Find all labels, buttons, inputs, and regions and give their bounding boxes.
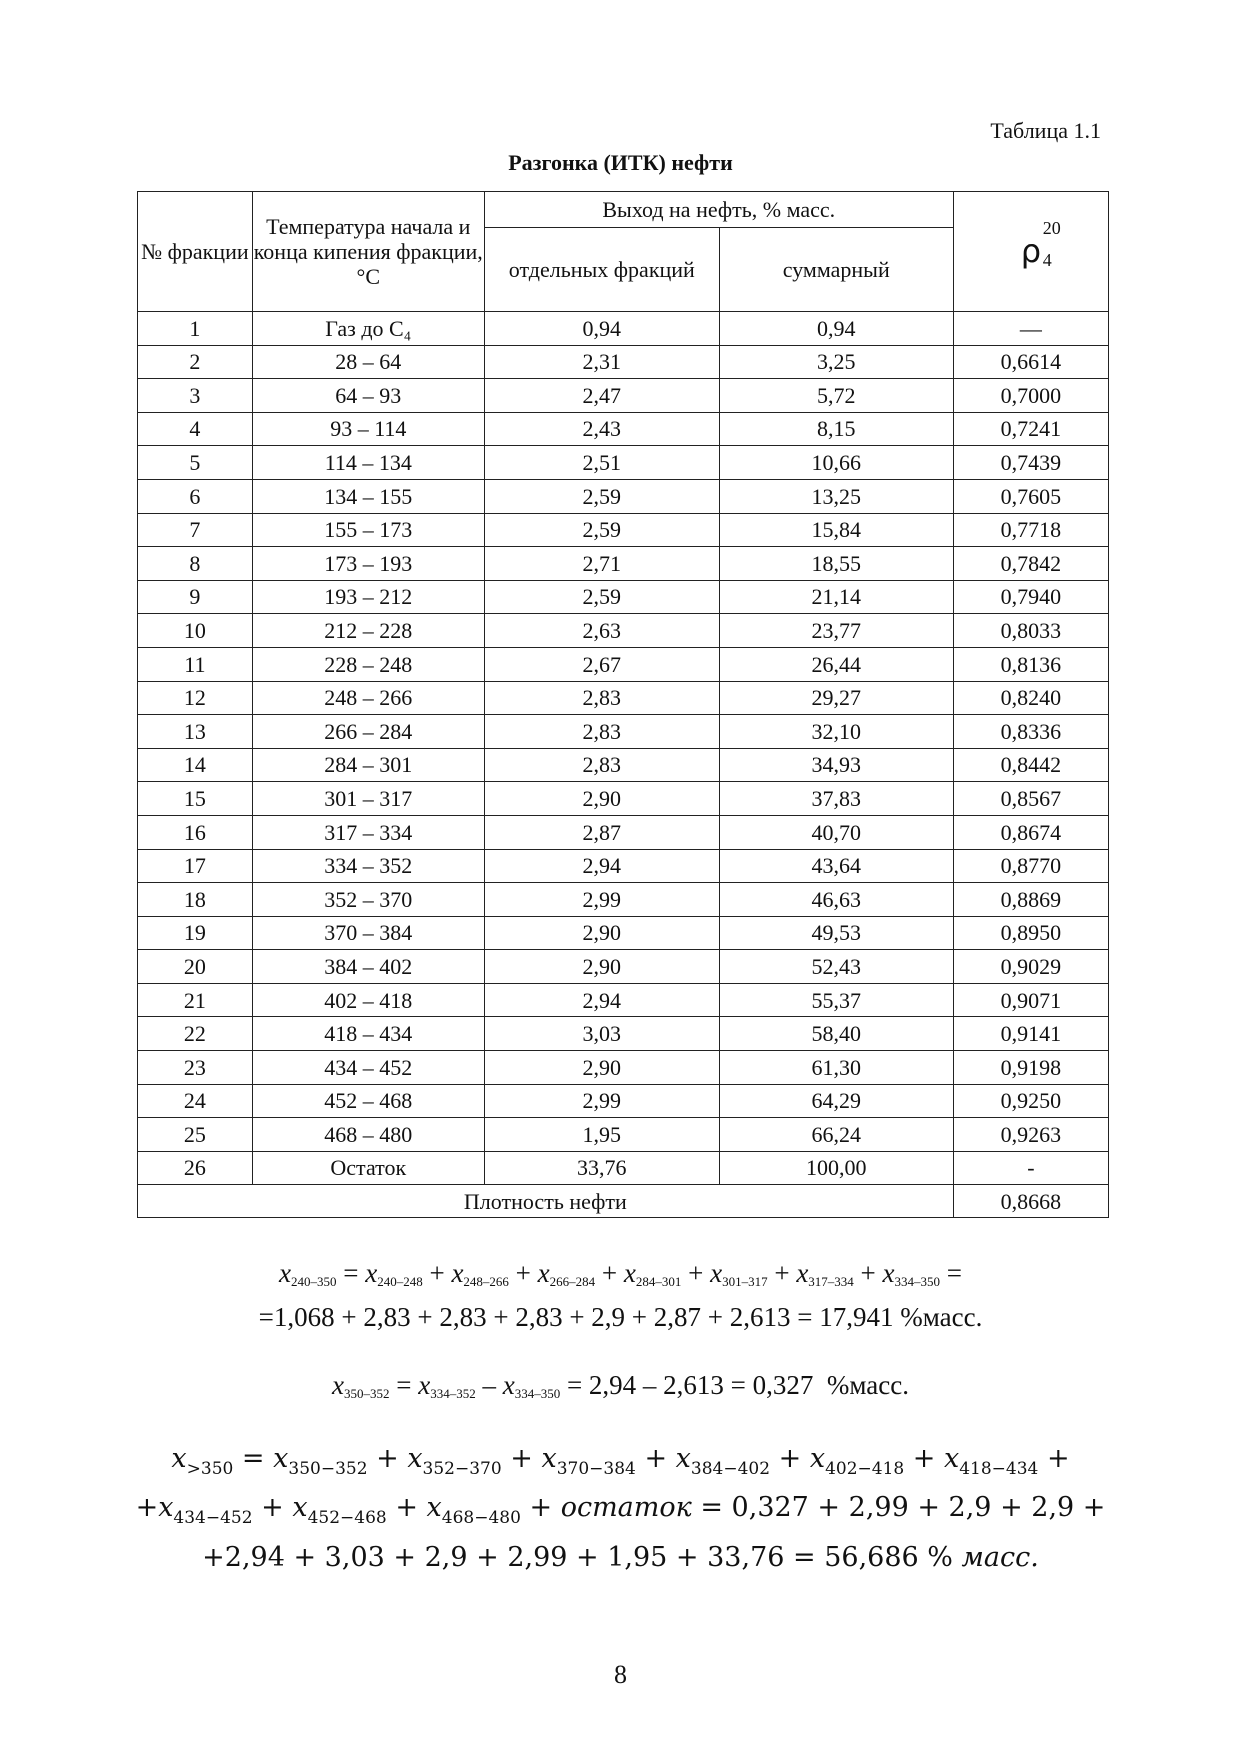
cell-range: 212 – 228	[252, 614, 484, 648]
formula-operator: +	[635, 1443, 676, 1474]
cell-n: 19	[138, 916, 253, 950]
formula3-line2	[0, 1492, 1241, 1528]
cell-range: 317 – 334	[252, 815, 484, 849]
cell-rho: 0,8136	[953, 647, 1108, 681]
cell-rho: 0,9029	[953, 950, 1108, 984]
cell-n: 24	[138, 1084, 253, 1118]
cell-cum: 15,84	[719, 513, 953, 547]
formula-variable: $x_{384-402}$	[675, 1443, 771, 1479]
cell-range: 155 – 173	[252, 513, 484, 547]
formula-variable: $x_{334-352}$	[418, 1370, 476, 1401]
cell-rho: 0,8567	[953, 782, 1108, 816]
formula-operator: +	[501, 1443, 542, 1474]
formula-variable: $x_{317-334}$	[796, 1258, 854, 1289]
cell-sep: 2,67	[484, 647, 719, 681]
cell-n: 13	[138, 715, 253, 749]
cell-range: 352 – 370	[252, 883, 484, 917]
cell-n: 7	[138, 513, 253, 547]
header-cumulative: суммарный	[719, 228, 953, 312]
formula-operator: –	[475, 1370, 503, 1400]
cell-range: 266 – 284	[252, 715, 484, 749]
formula-variable: $x_{402-418}$	[809, 1443, 905, 1479]
table-row	[138, 479, 1109, 513]
table-row	[138, 950, 1109, 984]
cell-rho: 0,7940	[953, 580, 1108, 614]
cell-sep: 2,63	[484, 614, 719, 648]
cell-cum: 23,77	[719, 614, 953, 648]
formula-operator: +	[367, 1443, 408, 1474]
table-row	[138, 849, 1109, 883]
cell-n: 11	[138, 647, 253, 681]
cell-range: 193 – 212	[252, 580, 484, 614]
formula-variable: $x_{418-434}$	[944, 1443, 1039, 1479]
table-row	[138, 647, 1109, 681]
cell-range: Остаток	[252, 1151, 484, 1185]
cell-rho: 0,7718	[953, 513, 1108, 547]
cell-sep: 2,90	[484, 1051, 719, 1085]
cell-cum: 40,70	[719, 815, 953, 849]
cell-sep: 2,51	[484, 446, 719, 480]
cell-rho: -	[953, 1151, 1108, 1185]
cell-n: 23	[138, 1051, 253, 1085]
cell-cum: 61,30	[719, 1051, 953, 1085]
formula-operator: =	[233, 1443, 274, 1474]
cell-rho: 0,8770	[953, 849, 1108, 883]
formula-operator: = 2,94 – 2,613 = 0,327 %масс.	[560, 1370, 909, 1400]
cell-range: 301 – 317	[252, 782, 484, 816]
cell-rho: 0,8033	[953, 614, 1108, 648]
formula-operator: +	[681, 1258, 711, 1288]
formula-variable: $x_{>350}$	[171, 1443, 234, 1479]
table-title: Разгонка (ИТК) нефти	[508, 150, 733, 175]
cell-range: 248 – 266	[252, 681, 484, 715]
cell-cum: 0,94	[719, 312, 953, 346]
cell-n: 4	[138, 412, 253, 446]
table-row	[138, 580, 1109, 614]
cell-cum: 66,24	[719, 1118, 953, 1152]
cell-rho: 0,9141	[953, 1017, 1108, 1051]
formula3-line3	[0, 1542, 1241, 1573]
formula-variable: $x_{352-370}$	[407, 1443, 502, 1479]
cell-cum: 100,00	[719, 1151, 953, 1185]
cell-sep: 2,87	[484, 815, 719, 849]
cell-cum: 64,29	[719, 1084, 953, 1118]
formula-operator: +	[422, 1258, 452, 1288]
page-number: 8	[614, 1660, 627, 1689]
cell-cum: 10,66	[719, 446, 953, 480]
cell-n: 9	[138, 580, 253, 614]
rho-sub: 4	[1042, 250, 1052, 271]
cell-sep: 2,43	[484, 412, 719, 446]
cell-rho: 0,7439	[953, 446, 1108, 480]
cell-sep: 2,83	[484, 748, 719, 782]
formula-operator: +	[904, 1443, 944, 1474]
cell-n: 18	[138, 883, 253, 917]
formula-variable: $x_{370-384}$	[541, 1443, 636, 1479]
formula-operator: +	[386, 1492, 427, 1523]
cell-n: 10	[138, 614, 253, 648]
table-row	[138, 883, 1109, 917]
table-row	[138, 983, 1109, 1017]
table-row	[138, 379, 1109, 413]
cell-sep: 2,90	[484, 916, 719, 950]
formula-italic: масс.	[961, 1542, 1039, 1573]
cell-cum: 32,10	[719, 715, 953, 749]
cell-range: 173 – 193	[252, 547, 484, 581]
cell-sep: 33,76	[484, 1151, 719, 1185]
density-value: 0,8668	[953, 1185, 1108, 1218]
cell-sep: 2,59	[484, 479, 719, 513]
cell-cum: 34,93	[719, 748, 953, 782]
table-row	[138, 312, 1109, 346]
formula-operator: +	[135, 1492, 159, 1523]
cell-range: 334 – 352	[252, 849, 484, 883]
cell-n: 22	[138, 1017, 253, 1051]
cell-range: 384 – 402	[252, 950, 484, 984]
cell-n: 2	[138, 345, 253, 379]
cell-range: 468 – 480	[252, 1118, 484, 1152]
cell-range: 370 – 384	[252, 916, 484, 950]
table-row	[138, 782, 1109, 816]
rho-sup: 20	[1042, 218, 1061, 239]
cell-cum: 52,43	[719, 950, 953, 984]
cell-n: 20	[138, 950, 253, 984]
formula-operator: +	[595, 1258, 624, 1288]
formula-operator: +	[252, 1492, 293, 1523]
cell-range: 452 – 468	[252, 1084, 484, 1118]
formula-variable: $x_{240-248}$	[365, 1258, 423, 1289]
cell-n: 15	[138, 782, 253, 816]
cell-sep: 1,95	[484, 1118, 719, 1152]
cell-sep: 2,31	[484, 345, 719, 379]
cell-n: 25	[138, 1118, 253, 1152]
cell-n: 5	[138, 446, 253, 480]
cell-range: 134 – 155	[252, 479, 484, 513]
cell-rho: 0,9071	[953, 983, 1108, 1017]
rho-symbol: ρ 20 4	[1020, 218, 1061, 271]
formula-operator: = 0,327 + 2,99 + 2,9 + 2,9 +	[691, 1492, 1106, 1523]
header-temp: Температура начала и конца кипения фракции, °С	[252, 192, 484, 312]
formula-variable: $x_{434-452}$	[158, 1492, 253, 1528]
cell-cum: 8,15	[719, 412, 953, 446]
table-caption: Таблица 1.1	[990, 118, 1101, 143]
cell-range: 284 – 301	[252, 748, 484, 782]
cell-rho: 0,6614	[953, 345, 1108, 379]
table-row	[138, 547, 1109, 581]
cell-sep: 2,99	[484, 883, 719, 917]
formula-variable: $x_{468-480}$	[426, 1492, 521, 1528]
table-row	[138, 1051, 1109, 1085]
formula-operator: +	[770, 1443, 810, 1474]
formula1-line1	[0, 1258, 1241, 1290]
cell-range: 418 – 434	[252, 1017, 484, 1051]
table-row	[138, 748, 1109, 782]
cell-cum: 43,64	[719, 849, 953, 883]
cell-rho: 0,7241	[953, 412, 1108, 446]
cell-cum: 26,44	[719, 647, 953, 681]
formula-operator: +	[508, 1258, 538, 1288]
cell-range: Газ до С₄	[252, 312, 484, 346]
cell-range: 402 – 418	[252, 983, 484, 1017]
table-row	[138, 1017, 1109, 1051]
cell-range: 114 – 134	[252, 446, 484, 480]
formula-operator: +	[1038, 1443, 1070, 1474]
formula-variable: $x_{350-352}$	[332, 1370, 390, 1401]
cell-cum: 46,63	[719, 883, 953, 917]
cell-sep: 2,71	[484, 547, 719, 581]
header-yield: Выход на нефть, % масс.	[484, 192, 953, 228]
table-row	[138, 1118, 1109, 1152]
table-row	[138, 345, 1109, 379]
cell-rho: 0,9263	[953, 1118, 1108, 1152]
formula-operator: =	[336, 1258, 366, 1288]
cell-cum: 55,37	[719, 983, 953, 1017]
formula-variable: $x_{350-352}$	[273, 1443, 368, 1479]
table-row	[138, 681, 1109, 715]
cell-n: 14	[138, 748, 253, 782]
cell-cum: 13,25	[719, 479, 953, 513]
cell-sep: 2,83	[484, 681, 719, 715]
cell-sep: 0,94	[484, 312, 719, 346]
cell-rho: 0,8869	[953, 883, 1108, 917]
cell-rho: 0,8674	[953, 815, 1108, 849]
formula-variable: $x_{334-350}$	[882, 1258, 941, 1289]
table-row	[138, 614, 1109, 648]
density-label: Плотность нефти	[138, 1185, 954, 1218]
formula-variable: $x_{284-301}$	[623, 1258, 682, 1289]
formula-variable: $x_{301-317}$	[710, 1258, 768, 1289]
cell-range: 93 – 114	[252, 412, 484, 446]
cell-n: 17	[138, 849, 253, 883]
header-density	[953, 192, 1108, 312]
formula-operator: +2,94 + 3,03 + 2,9 + 2,99 + 1,95 + 33,76 = 56,686 %	[202, 1542, 962, 1573]
table-row	[138, 412, 1109, 446]
header-num: № фракции	[138, 192, 253, 312]
cell-sep: 2,59	[484, 580, 719, 614]
cell-range: 64 – 93	[252, 379, 484, 413]
cell-n: 6	[138, 479, 253, 513]
cell-sep: 2,94	[484, 849, 719, 883]
cell-rho: 0,8336	[953, 715, 1108, 749]
cell-sep: 2,90	[484, 782, 719, 816]
formula-italic: остаток	[560, 1492, 692, 1523]
cell-sep: 2,59	[484, 513, 719, 547]
cell-rho: 0,7842	[953, 547, 1108, 581]
cell-cum: 5,72	[719, 379, 953, 413]
formula-variable: $x_{248-266}$	[451, 1258, 509, 1289]
cell-rho: 0,7605	[953, 479, 1108, 513]
table-row	[138, 815, 1109, 849]
formula3-line1	[0, 1443, 1241, 1479]
table-row	[138, 1084, 1109, 1118]
table-row	[138, 715, 1109, 749]
cell-cum: 37,83	[719, 782, 953, 816]
distillation-table	[137, 191, 1109, 1218]
formula1-line2: =1,068 + 2,83 + 2,83 + 2,83 + 2,9 + 2,87 + 2,613 = 17,941 %масс.	[258, 1302, 983, 1332]
cell-n: 21	[138, 983, 253, 1017]
cell-sep: 2,94	[484, 983, 719, 1017]
cell-cum: 18,55	[719, 547, 953, 581]
cell-sep: 2,83	[484, 715, 719, 749]
cell-range: 28 – 64	[252, 345, 484, 379]
cell-rho: 0,9250	[953, 1084, 1108, 1118]
table-row	[138, 446, 1109, 480]
cell-n: 3	[138, 379, 253, 413]
cell-n: 8	[138, 547, 253, 581]
cell-cum: 49,53	[719, 916, 953, 950]
formula-operator: =	[389, 1370, 419, 1400]
formula-variable: $x_{266-284}$	[537, 1258, 596, 1289]
cell-rho: 0,8442	[953, 748, 1108, 782]
formula-operator: +	[520, 1492, 561, 1523]
cell-cum: 3,25	[719, 345, 953, 379]
formula-variable: $x_{452-468}$	[292, 1492, 387, 1528]
formula-operator: +	[853, 1258, 883, 1288]
cell-n: 16	[138, 815, 253, 849]
cell-n: 12	[138, 681, 253, 715]
cell-rho: 0,8240	[953, 681, 1108, 715]
cell-cum: 21,14	[719, 580, 953, 614]
cell-rho: 0,9198	[953, 1051, 1108, 1085]
cell-cum: 29,27	[719, 681, 953, 715]
cell-sep: 2,47	[484, 379, 719, 413]
header-separate: отдельных фракций	[484, 228, 719, 312]
cell-rho: —	[953, 312, 1108, 346]
cell-rho: 0,7000	[953, 379, 1108, 413]
formula-variable: $x_{240-350}$	[279, 1258, 337, 1289]
cell-cum: 58,40	[719, 1017, 953, 1051]
formula-operator: +	[767, 1258, 797, 1288]
cell-n: 26	[138, 1151, 253, 1185]
cell-range: 228 – 248	[252, 647, 484, 681]
cell-sep: 2,99	[484, 1084, 719, 1118]
formula2	[0, 1370, 1241, 1402]
cell-n: 1	[138, 312, 253, 346]
cell-sep: 2,90	[484, 950, 719, 984]
formula-variable: $x_{334-350}$	[502, 1370, 561, 1401]
cell-range: 434 – 452	[252, 1051, 484, 1085]
cell-rho: 0,8950	[953, 916, 1108, 950]
table-row	[138, 1151, 1109, 1185]
formula-operator: =	[940, 1258, 962, 1288]
table-row	[138, 513, 1109, 547]
cell-sep: 3,03	[484, 1017, 719, 1051]
table-row	[138, 916, 1109, 950]
